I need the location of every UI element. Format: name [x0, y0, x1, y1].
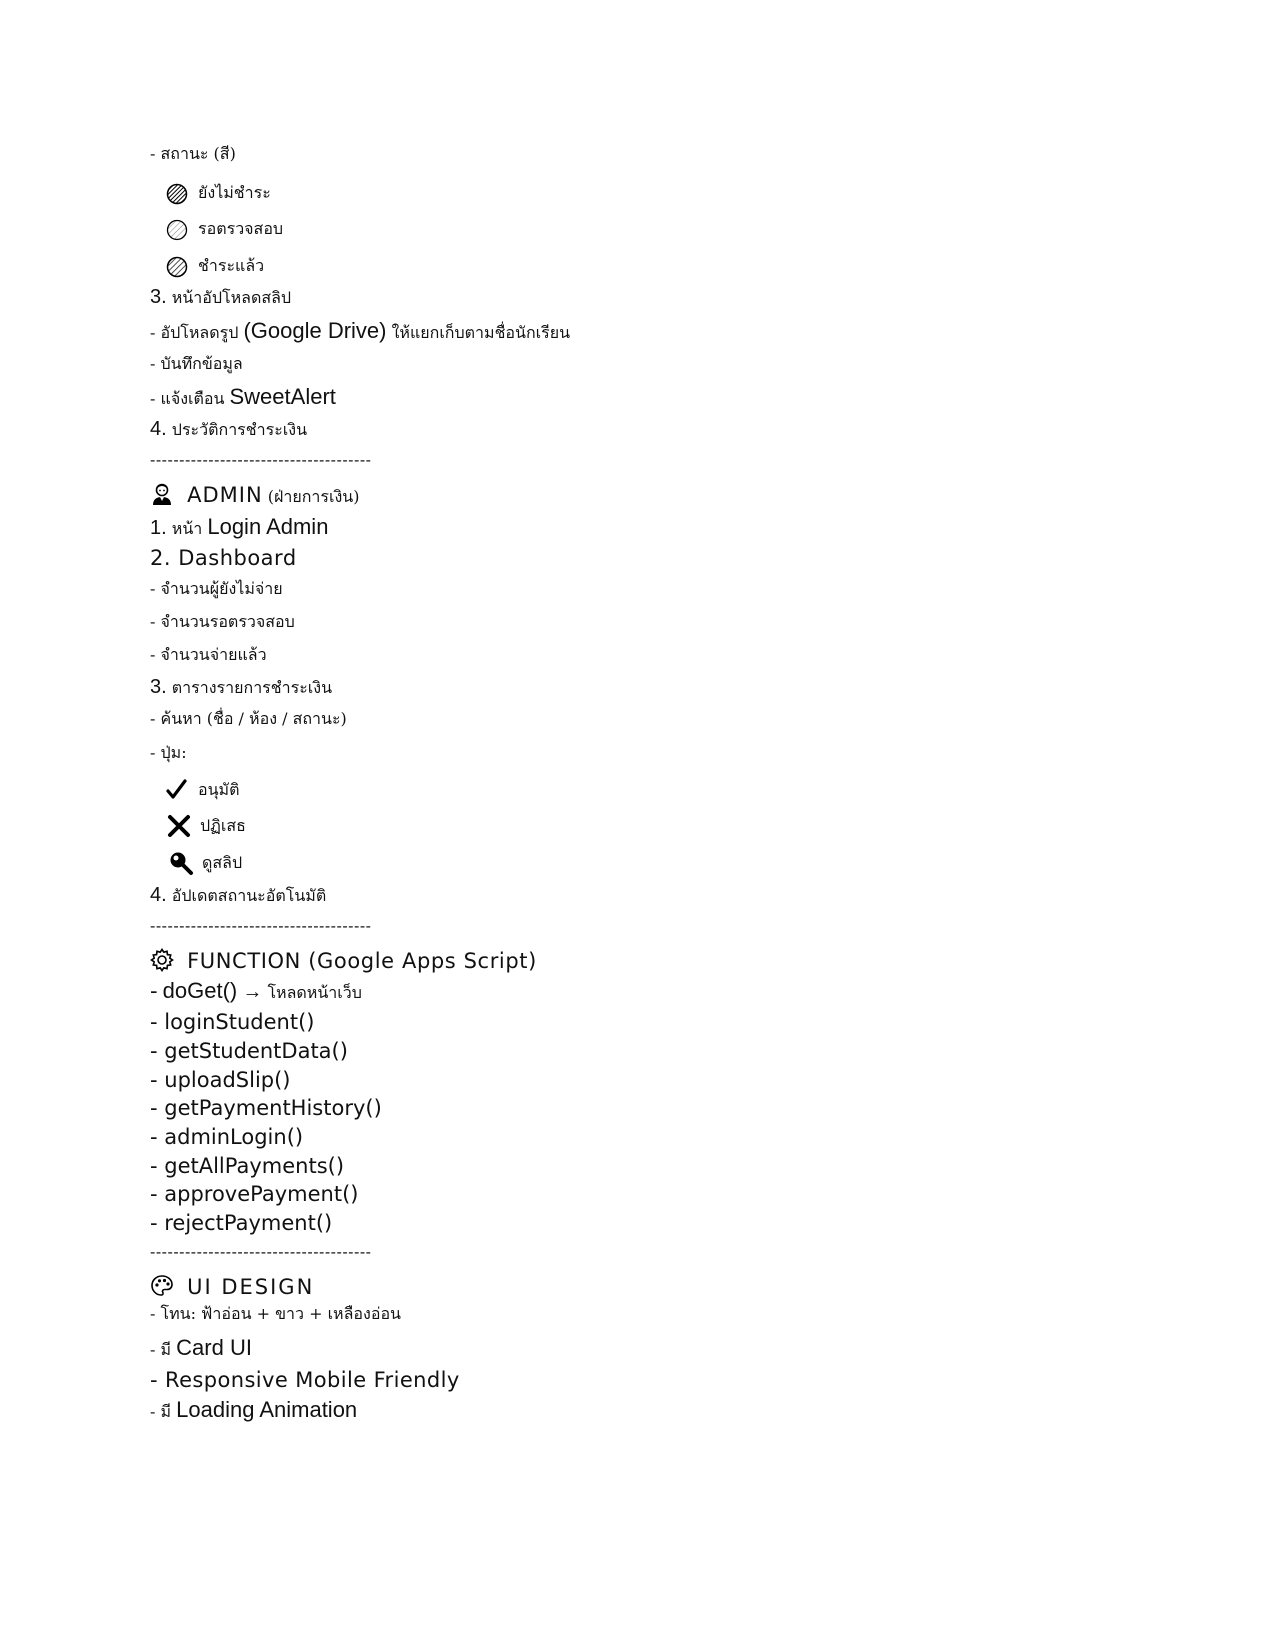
- upload-photo-pre: อัปโหลดรูป: [160, 323, 239, 342]
- dashboard-heading: [150, 548, 297, 569]
- hatched-circle-light-icon: [166, 219, 188, 241]
- check-icon: [164, 777, 190, 803]
- gear-icon: [150, 948, 174, 972]
- doget-line: [150, 980, 362, 1002]
- dash: -: [150, 144, 156, 163]
- admin-title: ADMIN: [187, 483, 263, 507]
- doget-desc: โหลดหน้าเว็บ: [267, 983, 362, 1002]
- count-pending-text: จำนวนรอตรวจสอบ: [160, 612, 295, 631]
- admin-heading: [150, 482, 359, 506]
- separator: --------------------------------------: [150, 452, 372, 469]
- dash: -: [150, 323, 156, 342]
- dash: -: [150, 709, 156, 728]
- admin-title-thai: (ฝ่ายการเงิน): [267, 487, 360, 506]
- count-paid-text: จำนวนจ่ายแล้ว: [160, 645, 267, 664]
- item-number: 1.: [150, 517, 167, 539]
- item-number: 3.: [150, 676, 167, 698]
- notify-line: [150, 386, 336, 408]
- google-drive-label: (Google Drive): [243, 318, 387, 343]
- save-data-line: [150, 356, 243, 372]
- function-item: - uploadSlip(): [150, 1068, 291, 1092]
- function-heading: [150, 948, 537, 972]
- function-item: - rejectPayment(): [150, 1211, 333, 1235]
- search-text: ค้นหา (ชื่อ / ห้อง / สถานะ): [160, 709, 347, 728]
- admin-login-pre: หน้า: [171, 519, 203, 538]
- count-pending-line: [150, 614, 295, 630]
- status-item-pending: [166, 217, 283, 242]
- dash: -: [150, 1304, 156, 1323]
- tone-text: โทน: ฟ้าอ่อน + ขาว + เหลืองอ่อน: [160, 1304, 401, 1323]
- tone-line: [150, 1306, 401, 1322]
- right-arrow-icon: →: [242, 981, 263, 1003]
- function-item: - approvePayment(): [150, 1182, 359, 1206]
- dash: -: [150, 979, 158, 1003]
- dash: -: [150, 645, 156, 664]
- cross-icon: [166, 813, 192, 839]
- admin-login-heading: [150, 516, 328, 538]
- loading-line: [150, 1399, 357, 1421]
- item-number: 4.: [150, 884, 167, 906]
- ui-design-heading: [150, 1274, 314, 1298]
- dash: -: [150, 389, 156, 408]
- buttons-heading: [150, 745, 187, 761]
- ui-design-title: UI DESIGN: [187, 1275, 315, 1299]
- function-title: FUNCTION (Google Apps Script): [187, 949, 537, 973]
- separator: --------------------------------------: [150, 918, 372, 935]
- dash: -: [150, 612, 156, 631]
- history-heading: [150, 419, 307, 439]
- login-admin-label: Login Admin: [207, 514, 329, 539]
- status-heading-text: สถานะ (สี): [160, 144, 236, 163]
- function-item: - getPaymentHistory(): [150, 1096, 382, 1120]
- item-number: 4.: [150, 418, 167, 440]
- function-item: - adminLogin(): [150, 1125, 304, 1149]
- count-unpaid-line: [150, 581, 283, 597]
- dash: -: [150, 579, 156, 598]
- upload-photo-post: ให้แยกเก็บตามชื่อนักเรียน: [391, 323, 571, 342]
- status-item-unpaid: [166, 181, 271, 206]
- loading-animation-label: Loading Animation: [176, 1397, 358, 1422]
- buttons-heading-text: ปุ่ม:: [160, 743, 187, 762]
- approve-label: อนุมัติ: [198, 779, 240, 799]
- function-item: - loginStudent(): [150, 1010, 315, 1034]
- payments-table-heading: [150, 677, 332, 697]
- view-slip-item: [168, 850, 242, 876]
- payments-table-text: ตารางรายการชำระเงิน: [171, 678, 333, 697]
- card-ui-line: [150, 1337, 252, 1359]
- item-number: 3.: [150, 286, 167, 308]
- function-item: - getStudentData(): [150, 1039, 348, 1063]
- doget-function: doGet(): [162, 978, 238, 1003]
- dash: -: [150, 354, 156, 373]
- auto-update-text: อัปเดตสถานะอัตโนมัติ: [171, 886, 327, 905]
- upload-photo-line: [150, 320, 570, 342]
- count-paid-line: [150, 647, 267, 663]
- history-text: ประวัติการชำระเงิน: [171, 420, 308, 439]
- save-data-text: บันทึกข้อมูล: [160, 354, 243, 373]
- dashboard-text: 2. Dashboard: [150, 546, 297, 570]
- status-heading: [150, 146, 236, 162]
- hatched-circle-dense-icon: [166, 183, 188, 205]
- card-ui-label: Card UI: [176, 1335, 252, 1360]
- search-line: [150, 711, 347, 727]
- card-pre: มี: [160, 1340, 172, 1359]
- palette-icon: [150, 1274, 174, 1298]
- responsive-line: - Responsive Mobile Friendly: [150, 1368, 460, 1392]
- function-item: - getAllPayments(): [150, 1154, 345, 1178]
- view-slip-label: ดูสลิป: [202, 852, 243, 872]
- hatched-circle-medium-icon: [166, 256, 188, 278]
- magnifier-icon: [168, 850, 194, 876]
- notify-pre: แจ้งเตือน: [160, 389, 225, 408]
- separator: --------------------------------------: [150, 1244, 372, 1261]
- approve-item: [164, 777, 239, 803]
- status-label-unpaid: ยังไม่ชำระ: [198, 183, 271, 202]
- status-label-pending: รอตรวจสอบ: [198, 219, 284, 238]
- loading-pre: มี: [160, 1402, 172, 1421]
- count-unpaid-text: จำนวนผู้ยังไม่จ่าย: [160, 579, 283, 598]
- admin-person-icon: [150, 482, 174, 506]
- reject-item: [166, 813, 246, 839]
- dash: -: [150, 743, 156, 762]
- dash: -: [150, 1340, 156, 1359]
- sweetalert-label: SweetAlert: [229, 384, 336, 409]
- dash: -: [150, 1402, 156, 1421]
- status-label-paid: ชำระแล้ว: [198, 256, 265, 275]
- upload-page-text: หน้าอัปโหลดสลิป: [171, 288, 292, 307]
- upload-page-heading: [150, 287, 291, 307]
- status-item-paid: [166, 254, 264, 279]
- reject-label: ปฏิเสธ: [200, 815, 246, 835]
- auto-update-heading: [150, 885, 326, 905]
